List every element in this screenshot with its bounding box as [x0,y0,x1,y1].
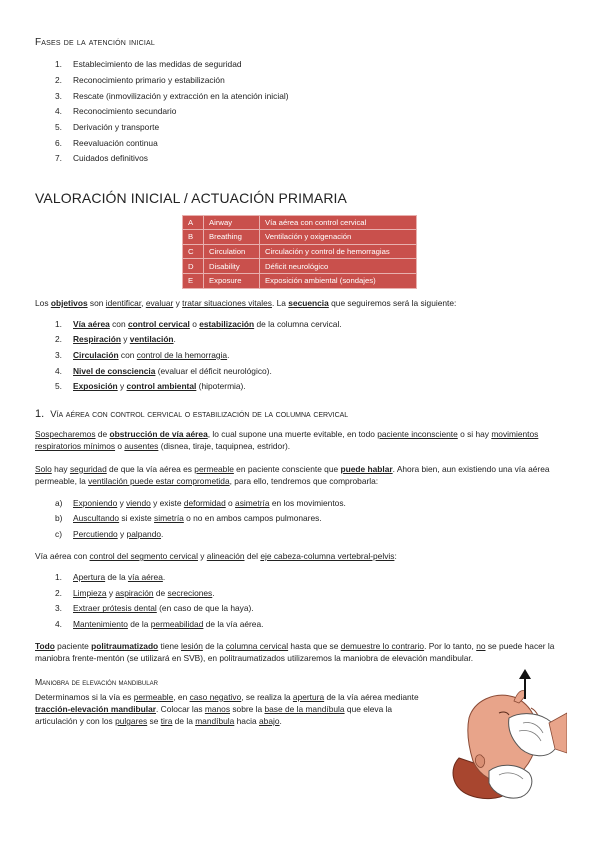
abcde-row: B Breathing Ventilación y oxigenación [183,230,417,245]
abcde-row: C Circulation Circulación y control de hemorragias [183,244,417,259]
seccion1-title: 1. Vía aérea con control cervical o estabilización de la columna cervical [35,408,349,421]
secuencia-item: 1. Vía aérea con control cervical o estabilización de la columna cervical. [55,318,342,329]
fase-item: 6. Reevaluación continua [55,137,158,148]
paso-item: 4. Mantenimiento de la permeabilidad de la vía aérea. [55,618,264,629]
alineacion-paragraph: Vía aérea con control del segmento cervical y alineación del eje cabeza-columna vertebral-pelvis: [35,550,397,561]
fase-item: 7. Cuidados definitivos [55,153,148,164]
secuencia-item: 3. Circulación con control de la hemorragia. [55,349,230,360]
pasos-list [35,569,567,632]
valoracion-title: VALORACIÓN INICIAL / ACTUACIÓN PRIMARIA [35,190,347,207]
jaw-thrust-illustration [439,663,567,803]
seguridad-paragraph: Solo hay seguridad de que la vía aérea es permeable en paciente consciente que puede hablar. Ahora bien, aun existiendo una vía aérea permeable, la ventilación puede estar comprometida, para ello, tendremos que comprobarla: [35,463,550,486]
paso-item: 1. Apertura de la vía aérea. [55,571,166,582]
paso-item: 2. Limpieza y aspiración de secreciones. [55,587,215,598]
comprobacion-item: c) Percutiendo y palpando. [55,529,164,540]
secuencia-item: 4. Nivel de consciencia (evaluar el déficit neurológico). [55,365,272,376]
fase-item: 3. Rescate (inmovilización y extracción en la atención inicial) [55,90,289,101]
fase-item: 1. Establecimiento de las medidas de seguridad [55,59,242,70]
secuencia-list [35,316,567,394]
secuencia-item: 2. Respiración y ventilación. [55,334,176,345]
politraumatizado-paragraph: Todo paciente politraumatizado tiene lesión de la columna cervical hasta que se demuestre lo contrario. Por lo tanto, no se puede hacer la maniobra frente-mentón (se utilizará en SVB), en politraumatizados utilizaremos la maniobra de elevación mandibular. [35,640,555,664]
paso-item: 3. Extraer prótesis dental (en caso de que la haya). [55,603,254,614]
comprobacion-list [35,495,567,542]
fase-item: 2. Reconocimiento primario y estabilización [55,74,225,85]
abcde-row: A Airway Vía aérea con control cervical [183,215,417,230]
maniobra-section [35,676,567,727]
maniobra-paragraph: Determinamos si la vía es permeable, en caso negativo, se realiza la apertura de la vía aérea mediante tracción-elevación mandibular. Colocar las manos sobre la base de la mandíbula que eleva la articulación y con los pulgares se tira de la mandíbula hacia abajo. [35,691,419,727]
comprobacion-item: a) Exponiendo y viendo y existe deformidad o asimetría en los movimientos. [55,497,346,508]
fase-item: 4. Reconocimiento secundario [55,106,177,117]
abcde-row: D Disability Déficit neurológico [183,259,417,274]
fases-list [35,57,567,167]
comprobacion-item: b) Auscultando si existe simetría o no en ambos campos pulmonares. [55,513,322,524]
objetivos-paragraph: Los objetivos son identificar, evaluar y tratar situaciones vitales. La secuencia que seguiremos será la siguiente: [35,297,457,308]
abcde-table [182,215,417,289]
secuencia-item: 5. Exposición y control ambiental (hipotermia). [55,381,246,392]
page [35,36,567,727]
fase-item: 5. Derivación y transporte [55,122,160,132]
sospecha-paragraph: Sospecharemos de obstrucción de vía aérea, lo cual supone una muerte evitable, en todo paciente inconsciente o si hay movimientos respiratorios mínimos o ausentes (disnea, tiraje, taquipnea, estridor). [35,429,539,452]
abcde-row: E Exposure Exposición ambiental (sondajes) [183,273,417,288]
fases-title: Fases de la atención inicial [35,37,155,48]
maniobra-title: Maniobra de elevación mandibular [35,677,158,688]
